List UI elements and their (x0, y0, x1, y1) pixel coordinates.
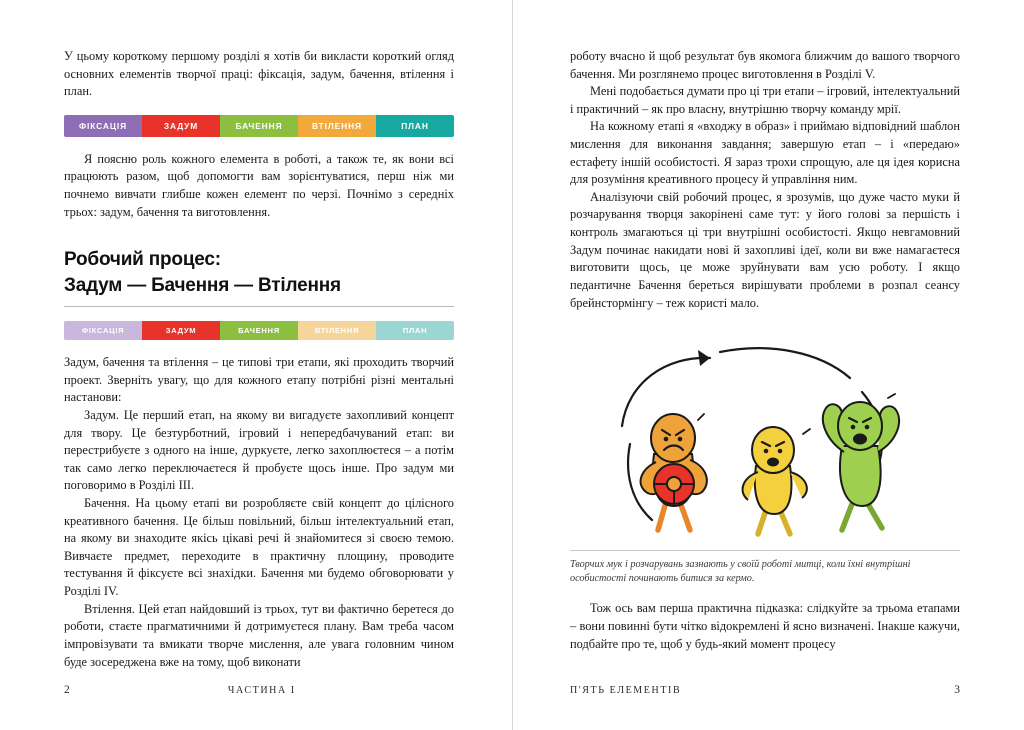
strip-segment-execution-muted[interactable]: ВТІЛЕННЯ (298, 321, 376, 340)
right-body-paragraph-3: На кожному етапі я «входжу в образ» і приймаю відповідний шаблон мислення для виконання завдання; завершую етап – і «передаю» естафету іншій особистості. Я зараз трохи спрощую, але ця ідея корисна для розуміння креативного процесу й управління ним. (570, 119, 960, 187)
strip-segment-fixation-muted[interactable]: ФІКСАЦІЯ (64, 321, 142, 340)
left-intro-paragraph-1: У цьому короткому першому розділі я хотів би викласти короткий огляд основних елементів творчої праці: фіксація, задум, бачення, втілення і план. (64, 49, 454, 99)
right-body-paragraph-2: Мені подобається думати про ці три етапи – ігровий, інтелектуальний і практичний – як про власну, внутрішню творчу команду мрії. (570, 84, 960, 116)
figure-divider (570, 550, 960, 551)
left-body-paragraph-1: Задум, бачення та втілення – це типові три етапи, які проходить творчий проект. Зверніть увагу, що для кожного етапу потрібні різні ментальні настанови: (64, 355, 454, 405)
strip-segment-fixation[interactable]: ФІКСАЦІЯ (64, 115, 142, 137)
left-page-number: 2 (64, 684, 70, 696)
left-body-paragraph-2: Задум. Це перший етап, на якому ви вигадуєте захопливий концепт для твору. Це безтурботний, ігровий і непередбачуваний етап: ви перестрибуєте з одного на інше, дуркуєте, легко захоплюєтеся – а потім так само легко переключаєтеся й пробуєте щось інше. Про задум ми поговоримо в Розділі III. (64, 408, 454, 493)
left-intro-paragraph-2: Я поясню роль кожного елемента в роботі, а також те, як вони всі працюють разом, щоб допомогти вам зорієнтуватися, перш ніж ми почнемо вивчати глибше кожен елемент по черзі. Почнімо з середніх трьох: задум, бачення та виготовлення. (64, 151, 454, 219)
left-body-paragraph-3: Бачення. На цьому етапі ви розробляєте свій концепт до цілісного креативного бачення. Це більш повільний, більш інтелектуальний етап, на якому ви знаходите якісь цікаві речі й знайомитеся зі своєю темою. Вивчаєте предмет, переходите в практичну площину, проводите тестування й фіксуєте всі знахідки. Бачення ми будемо обговорювати у Розділі IV. (64, 496, 454, 599)
illustration-three-characters-fighting (570, 334, 960, 544)
right-body-paragraph-5: Тож ось вам перша практична підказка: слідкуйте за трьома етапами – вони повинні бути чітко відокремлені й ясно визначені. Інакше кажучи, подбайте про те, щоб у будь-який момент процесу (570, 601, 960, 651)
right-running-head: П'ЯТЬ ЕЛЕМЕНТІВ (570, 684, 682, 696)
right-page (512, 0, 1024, 730)
section-heading-line2: Задум — Бачення — Втілення (64, 274, 341, 296)
strip-segment-plan-muted[interactable]: ПЛАН (376, 321, 454, 340)
section-heading-line1: Робочий процес: (64, 249, 221, 271)
left-body-paragraph-4: Втілення. Цей етап найдовший із трьох, тут ви фактично беретеся до роботи, стаєте прагматичними й дотримуєтеся плану. Вам треба часом імпровізувати та вмикати творче мислення, але увага головним чином буде зосереджена вже на тому, щоб виконати (64, 601, 454, 669)
strip-segment-plan[interactable]: ПЛАН (376, 115, 454, 137)
strip-segment-execution[interactable]: ВТІЛЕННЯ (298, 115, 376, 137)
strip-segment-idea-active[interactable]: ЗАДУМ (142, 321, 220, 340)
right-page-footer (512, 684, 1024, 696)
strip-segment-vision-active[interactable]: БАЧЕННЯ (220, 321, 298, 340)
heading-divider (64, 306, 454, 307)
left-running-head: ЧАСТИНА I (227, 684, 296, 696)
strip-segment-idea[interactable]: ЗАДУМ (142, 115, 220, 137)
strip-segment-vision[interactable]: БАЧЕННЯ (220, 115, 298, 137)
elements-strip-section (64, 321, 454, 340)
elements-strip-top (64, 115, 454, 137)
figure-caption: Творчих мук і розчарувань зазнають у своїй роботі митці, коли їхні внутрішні особистості починають битися за кермо. (570, 559, 911, 585)
right-body-paragraph-4: Аналізуючи свій робочий процес, я зрозумів, що дуже часто муки й розчарування творця закорінені саме тут: у його голові за першість і контроль змагаються ці три внутрішні особистості. Якщо невгамовний Задум починає накидати нові й захопливі ідеї, коли ви вже намагаєтеся виготовити щось, це може зруйнувати вам усю роботу. І якщо педантичне Бачення береться вирішувати проблеми в розпал сеансу брейнстормінгу – теж користі мало. (570, 189, 960, 310)
left-page-footer (0, 684, 512, 696)
right-body-paragraph-1: роботу вчасно й щоб результат був якомога ближчим до вашого творчого бачення. Ми розглянемо процес виготовлення в Розділі V. (570, 49, 960, 81)
right-page-number: 3 (954, 684, 960, 696)
section-heading (64, 247, 454, 298)
